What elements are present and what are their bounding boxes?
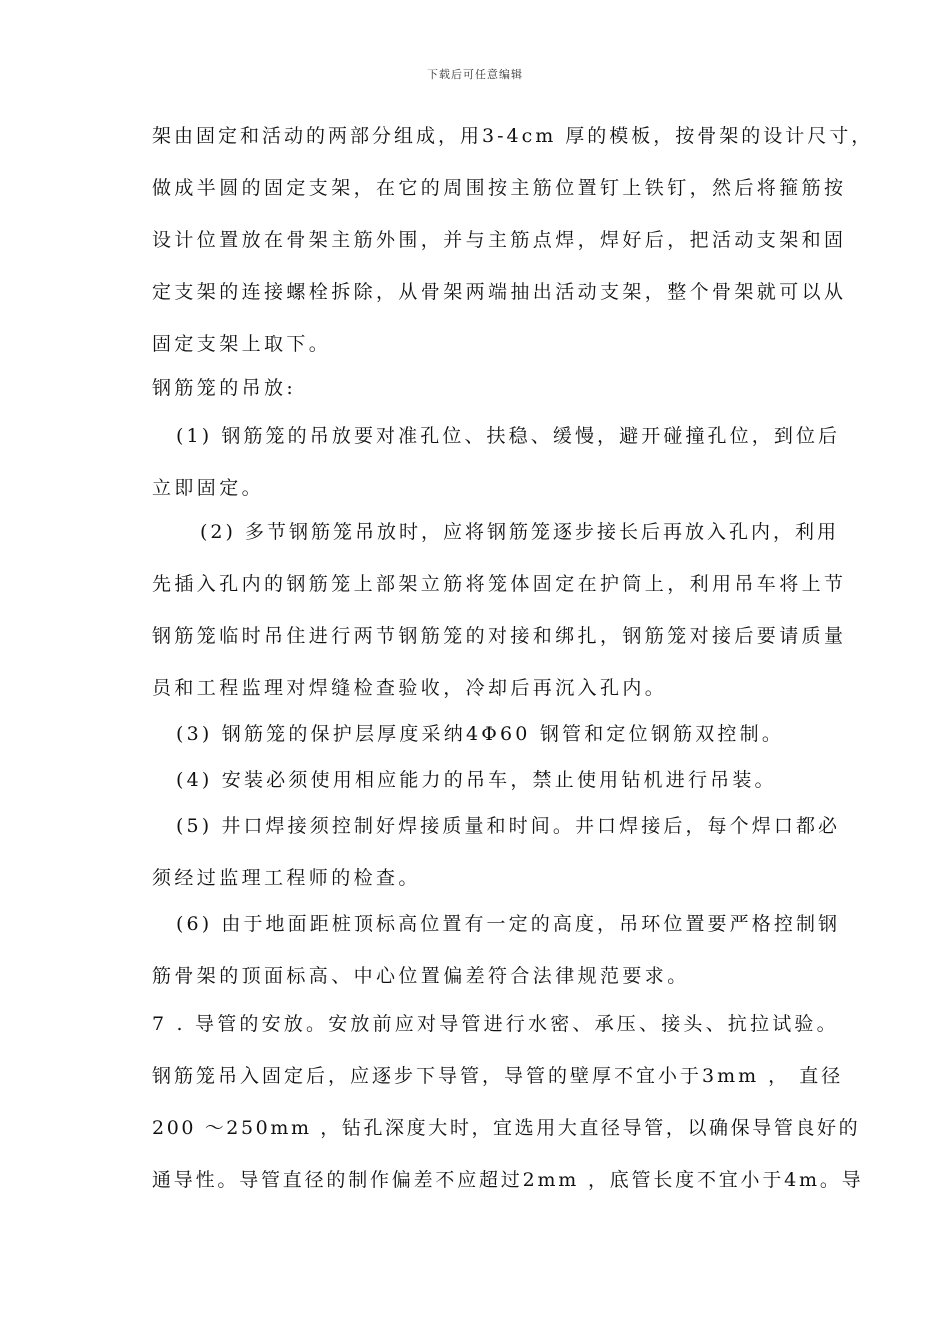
text-line: 200 ～250mm ，钻孔深度大时，宜选用大直径导管，以确保导管良好的 xyxy=(152,1117,861,1139)
text-line: 定支架的连接螺栓拆除，从骨架两端抽出活动支架，整个骨架就可以从 xyxy=(152,281,847,303)
text-line: 做成半圆的固定支架，在它的周围按主筋位置钉上铁钉，然后将箍筋按 xyxy=(152,177,847,199)
text-line: 须经过监理工程师的检查。 xyxy=(152,867,421,889)
text-line: 设计位置放在骨架主筋外围，并与主筋点焊，焊好后，把活动支架和固 xyxy=(152,229,847,251)
text-line: 7 . 导管的安放。安放前应对导管进行水密、承压、接头、抗拉试验。 xyxy=(152,1013,839,1035)
text-line: 立即固定。 xyxy=(152,477,265,499)
text-line: 钢筋笼临时吊住进行两节钢筋笼的对接和绑扎，钢筋笼对接后要请质量 xyxy=(152,625,847,647)
text-line: 先插入孔内的钢筋笼上部架立筋将笼体固定在护筒上，利用吊车将上节 xyxy=(152,573,847,595)
text-line: (4) 安装必须使用相应能力的吊车，禁止使用钻机进行吊装。 xyxy=(176,769,777,791)
text-line: 钢筋笼的吊放: xyxy=(152,377,297,399)
text-line: (2) 多节钢筋笼吊放时，应将钢筋笼逐步接长后再放入孔内，利用 xyxy=(200,521,839,543)
text-line: 筋骨架的顶面标高、中心位置偏差符合法律规范要求。 xyxy=(152,965,690,987)
text-line: 通导性。导管直径的制作偏差不应超过2mm ，底管长度不宜小于4m。导 xyxy=(152,1169,864,1191)
text-line: 员和工程监理对焊缝检查验收，冷却后再沉入孔内。 xyxy=(152,677,668,699)
text-line: 固定支架上取下。 xyxy=(152,333,332,355)
text-line: (6) 由于地面距桩顶标高位置有一定的高度，吊环位置要严格控制钢 xyxy=(176,913,841,935)
text-line: 架由固定和活动的两部分组成，用3-4cm 厚的模板，按骨架的设计尺寸， xyxy=(152,125,874,147)
text-line: (3) 钢筋笼的保护层厚度采纳4Φ60 钢管和定位钢筋双控制。 xyxy=(176,723,785,745)
text-line: (1) 钢筋笼的吊放要对准孔位、扶稳、缓慢，避开碰撞孔位，到位后 xyxy=(176,425,841,447)
text-line: 钢筋笼吊入固定后，应逐步下导管，导管的壁厚不宜小于3mm ， 直径 xyxy=(152,1065,844,1087)
page-header: 下载后可任意编辑 xyxy=(427,68,523,81)
text-line: (5) 井口焊接须控制好焊接质量和时间。井口焊接后，每个焊口都必 xyxy=(176,815,841,837)
